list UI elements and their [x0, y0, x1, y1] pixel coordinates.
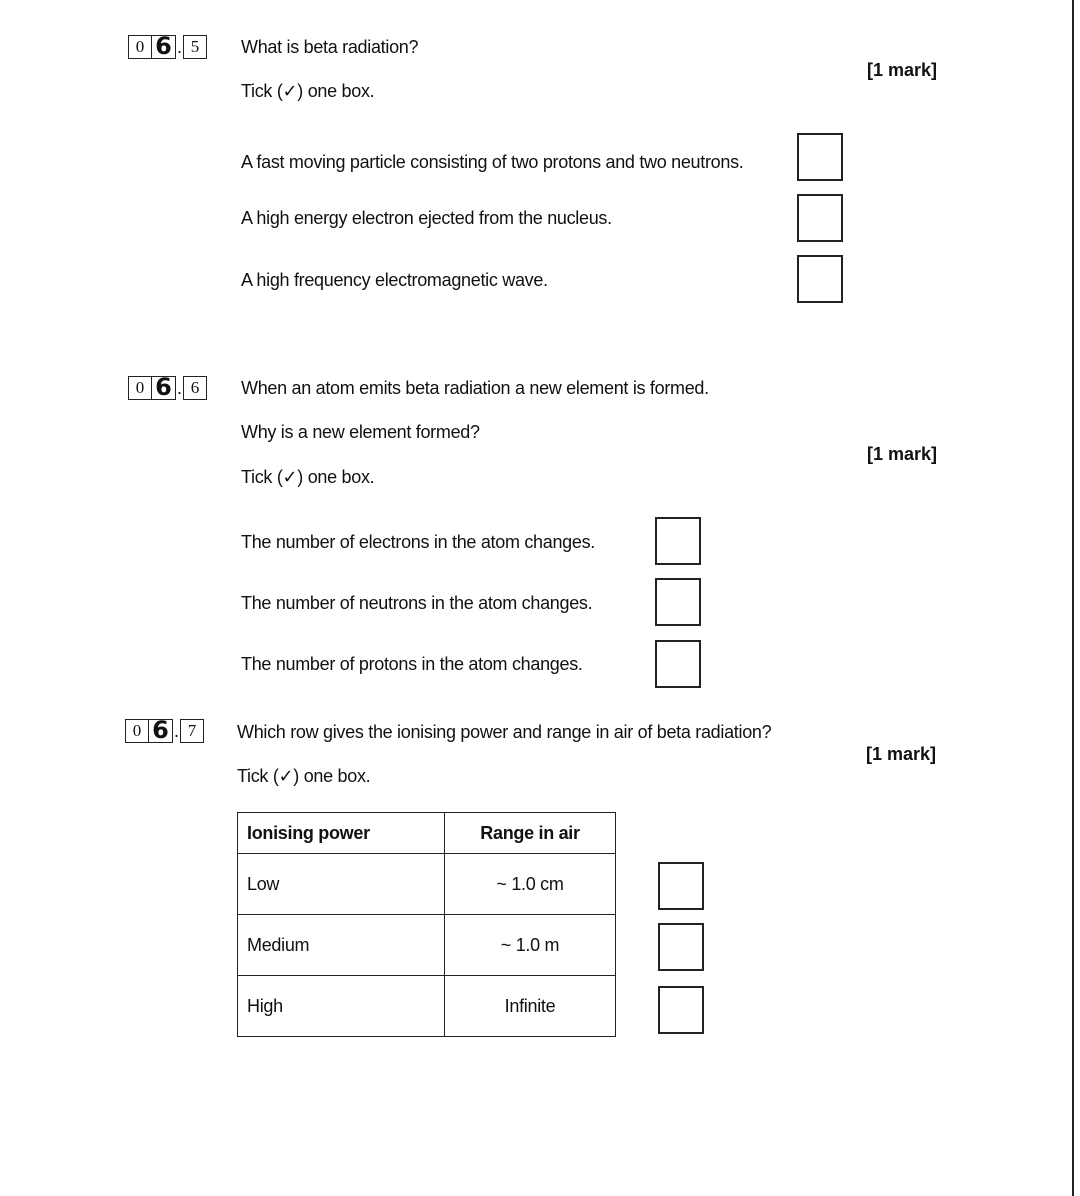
instruction-text: Tick (✓) one box.: [237, 766, 371, 786]
options-table: [237, 812, 616, 1037]
question-text-secondary: Why is a new element formed?: [241, 422, 480, 442]
option-label: The number of protons in the atom changes.: [241, 654, 583, 674]
question-number-06-6: 0 6 . 6: [128, 376, 207, 400]
question-number-06-7: 0 6 . 7: [125, 719, 204, 743]
option-label: A fast moving particle consisting of two protons and two neutrons.: [241, 152, 744, 172]
question-number-digit-handwritten: 6: [152, 35, 176, 59]
table-header-ionising-power: Ionising power: [238, 813, 445, 854]
instruction-text: Tick (✓) one box.: [241, 467, 375, 487]
question-number-digit: 7: [180, 719, 204, 743]
question-number-digit: 0: [128, 35, 152, 59]
tick-box[interactable]: [658, 986, 704, 1034]
mark-label: [1 mark]: [866, 744, 937, 764]
tick-box[interactable]: [658, 862, 704, 910]
mark-label: [1 mark]: [867, 60, 938, 80]
question-number-06-5: 0 6 . 5: [128, 35, 207, 59]
table-cell: High: [238, 976, 445, 1037]
table-cell: ~ 1.0 m: [445, 915, 616, 976]
table-cell: Low: [238, 854, 445, 915]
question-number-digit: 0: [128, 376, 152, 400]
table-row: [238, 854, 616, 915]
option-label: The number of electrons in the atom changes.: [241, 532, 596, 552]
question-number-digit-handwritten: 6: [152, 376, 176, 400]
question-text: Which row gives the ionising power and range in air of beta radiation?: [237, 722, 772, 742]
tick-box[interactable]: [655, 517, 701, 565]
table-header-row: [238, 813, 616, 854]
question-text: When an atom emits beta radiation a new element is formed.: [241, 378, 709, 398]
question-text: What is beta radiation?: [241, 37, 419, 57]
mark-label: [1 mark]: [867, 444, 938, 464]
instruction-text: Tick (✓) one box.: [241, 81, 375, 101]
question-number-digit-handwritten: 6: [149, 719, 173, 743]
tick-box[interactable]: [655, 578, 701, 626]
tick-box[interactable]: [797, 255, 843, 303]
tick-box[interactable]: [655, 640, 701, 688]
table-row: [238, 976, 616, 1037]
option-label: A high frequency electromagnetic wave.: [241, 270, 548, 290]
question-number-digit: 5: [183, 35, 207, 59]
tick-box[interactable]: [658, 923, 704, 971]
question-number-digit: 0: [125, 719, 149, 743]
tick-box[interactable]: [797, 194, 843, 242]
table-header-range-in-air: Range in air: [445, 813, 616, 854]
table-cell: ~ 1.0 cm: [445, 854, 616, 915]
page-edge: [1072, 0, 1074, 1196]
question-number-digit: 6: [183, 376, 207, 400]
table-cell: Medium: [238, 915, 445, 976]
table-cell: Infinite: [445, 976, 616, 1037]
option-label: The number of neutrons in the atom changes.: [241, 593, 593, 613]
option-label: A high energy electron ejected from the nucleus.: [241, 208, 612, 228]
table-row: [238, 915, 616, 976]
tick-box[interactable]: [797, 133, 843, 181]
